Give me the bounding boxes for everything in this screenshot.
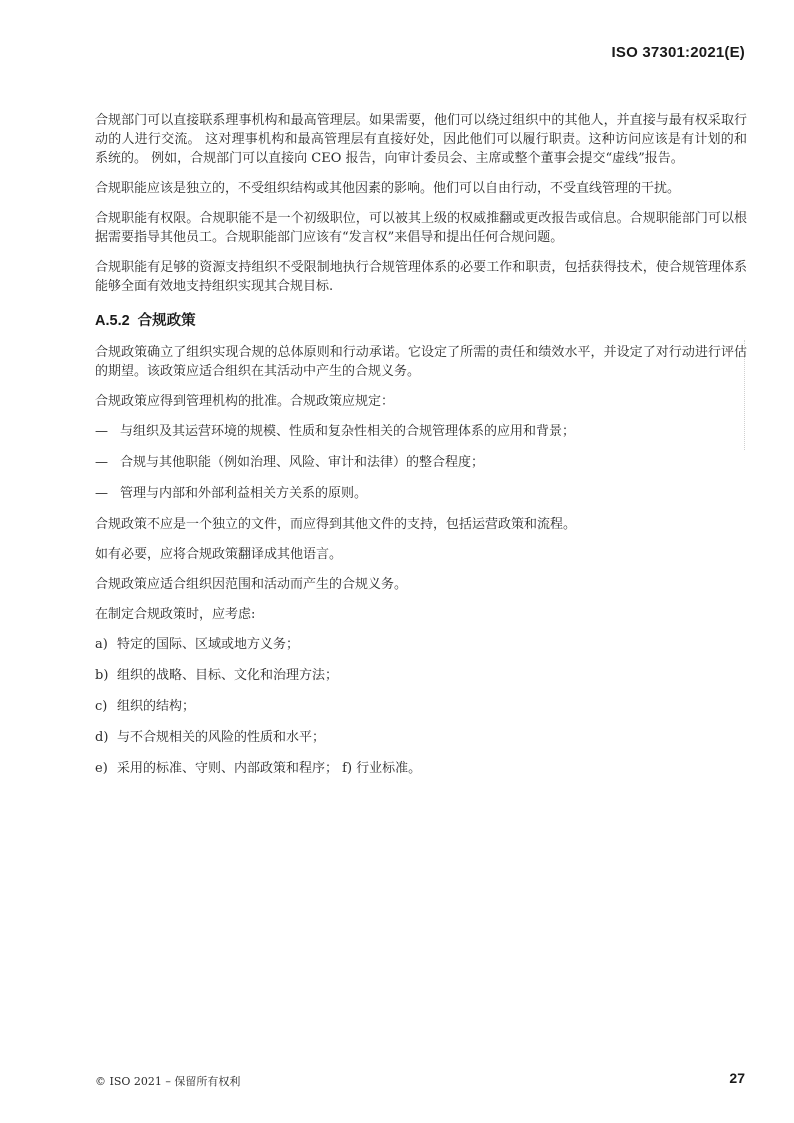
list-item-text: 组织的战略、目标、文化和治理方法；	[117, 668, 339, 683]
paragraph-independence: 合规职能应该是独立的，不受组织结构或其他因素的影响。他们可以自由行动，不受直线管理的干扰。	[95, 181, 681, 196]
paragraph-policy-approval: 合规政策应得到管理机构的批准。合规政策应规定：	[95, 394, 395, 409]
paragraph-supporting-docs: 合规政策不应是一个独立的文件，而应得到其他文件的支持，包括运营政策和流程。	[95, 517, 577, 532]
paragraph-policy-intro: 合规政策确立了组织实现合规的总体原则和行动承诺。它设定了所需的责任和绩效水平，并设定了对行动进行评估的期望。该政策应适合组织在其活动中产生的合规义务。	[95, 345, 747, 379]
paragraph-authority: 合规职能有权限。合规职能不是一个初级职位，可以被其上级的权威推翻或更改报告或信息。合规职能部门可以根据需要指导其他员工。合规职能部门应该有“发言权”来倡导和提出任何合规问题。	[95, 211, 747, 245]
paragraph-resources: 合规职能有足够的资源支持组织不受限制地执行合规管理体系的必要工作和职责，包括获得技术，使合规管理体系能够全面有效地支持组织实现其合规目标.	[95, 260, 747, 294]
section-heading	[95, 312, 747, 331]
dash-marker: —	[95, 486, 108, 501]
document-id: ISO 37301:2021(E)	[611, 44, 745, 61]
list-item	[95, 728, 747, 747]
paragraph-considerations: 在制定合规政策时，应考虑:	[95, 607, 256, 622]
list-item-text: 特定的国际、区域或地方义务；	[117, 637, 300, 652]
page-body	[95, 111, 747, 790]
list-item-text: 与组织及其运营环境的规模、性质和复杂性相关的合规管理体系的应用和背景；	[120, 424, 576, 439]
list-item	[95, 635, 747, 654]
paragraph-access: 合规部门可以直接联系理事机构和最高管理层。如果需要，他们可以绕过组织中的其他人，并直接与最有权采取行动的人进行交流。 这对理事机构和最高管理层有直接好处，因此他们可以履行职责。这种访问应该是有计划的和系统的。 例如，合规部门可以直接向 CEO 报告，向审计委员会、主席或整个董事会提交“虚线”报告。	[95, 113, 747, 166]
section-title: 合规政策	[137, 313, 196, 329]
list-item-text: 采用的标准、守则、内部政策和程序； f) 行业标准。	[117, 761, 422, 776]
paragraph-obligations: 合规政策应适合组织因范围和活动而产生的合规义务。	[95, 577, 408, 592]
list-marker: b)	[95, 668, 109, 683]
list-marker: e)	[95, 761, 108, 776]
section-number: A.5.2	[95, 313, 130, 329]
list-item	[95, 759, 747, 778]
dash-marker: —	[95, 424, 108, 439]
list-item	[95, 697, 747, 716]
list-item	[95, 484, 747, 503]
page-number: 27	[729, 1070, 745, 1086]
list-marker: c)	[95, 699, 108, 714]
paragraph-translation: 如有必要，应将合规政策翻译成其他语言。	[95, 547, 343, 562]
list-item	[95, 666, 747, 685]
list-item	[95, 453, 747, 472]
list-item-text: 管理与内部和外部利益相关方关系的原则。	[120, 486, 368, 501]
list-item-text: 与不合规相关的风险的性质和水平；	[117, 730, 326, 745]
list-item-text: 组织的结构；	[117, 699, 196, 714]
list-marker: d)	[95, 730, 109, 745]
list-marker: a)	[95, 637, 108, 652]
dash-marker: —	[95, 455, 108, 470]
copyright-notice: © ISO 2021 – 保留所有权利	[95, 1075, 241, 1088]
list-item	[95, 422, 747, 441]
list-item-text: 合规与其他职能（例如治理、风险、审计和法律）的整合程度；	[120, 455, 485, 470]
